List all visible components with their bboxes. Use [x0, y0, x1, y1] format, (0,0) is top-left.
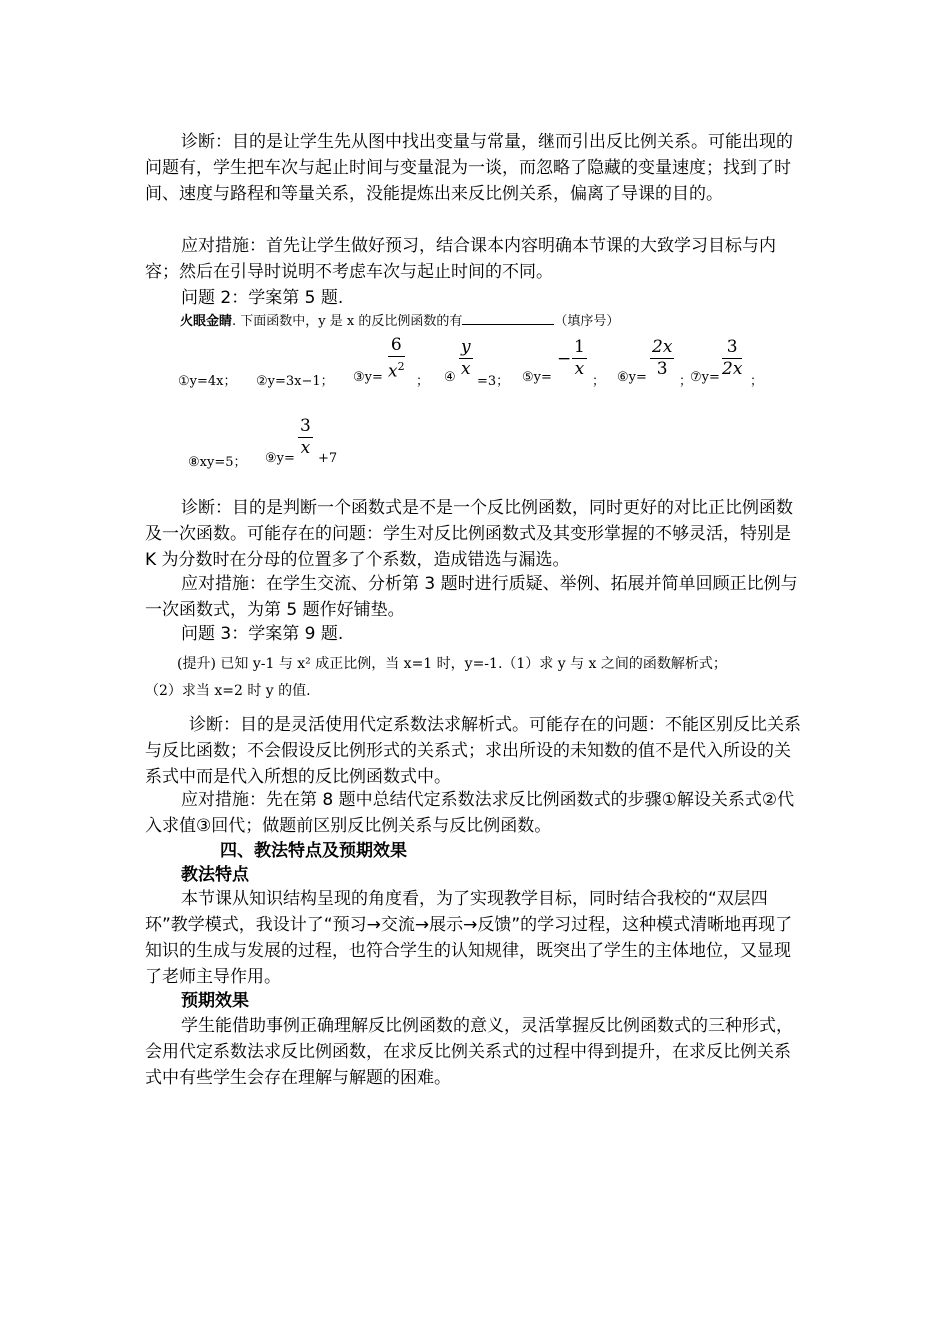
diagnosis-paragraph-3: 诊断：目的是灵活使用代定系数法求解析式。可能存在的问题：不能区别反比关系与反比函数；不会假设反比例形式的关系式；求出所设的未知数的值不是代入所设的关系式中而是代入所想的反比例函数式中。	[145, 715, 801, 787]
teaching-features-paragraph: 本节课从知识结构呈现的角度看，为了实现教学目标，同时结合我校的“双层四环”教学模式，我设计了“预习→交流→展示→反馈”的学习过程，这种模式清晰地再现了知识的生成与发展的过程，也符合学生的认知规律，既突出了学生的主体地位，又显现了老师主导作用。	[145, 889, 793, 987]
measures-paragraph-3: 应对措施：先在第 8 题中总结代定系数法求反比例函数式的步骤①解设关系式②代入求值③回代；做题前区别反比例关系与反比例函数。	[145, 790, 795, 836]
measures-paragraph-2: 应对措施：在学生交流、分析第 3 题时进行质疑、举例、拓展并简单回顾正比例与一次函数式，为第 5 题作好铺垫。	[145, 574, 798, 620]
option-7-prefix: ⑦y=	[690, 370, 720, 385]
option-5-suffix: ；	[592, 374, 606, 389]
question-3-line-1: (提升) 已知 y-1 与 x² 成正比例，当 x=1 时，y=-1.（1）求 y 与 x 之间的函数解析式；	[177, 656, 727, 672]
option-5-prefix: ⑤y=	[522, 370, 552, 385]
option-7-suffix: ；	[750, 374, 764, 389]
answer-blank	[462, 312, 554, 325]
option-4-prefix: ④	[444, 370, 456, 385]
exercise-label: 火眼金睛	[180, 314, 233, 329]
question-2-title: 问题 2：学案第 5 题.	[181, 288, 344, 308]
option-2: ②y=3x−1；	[256, 374, 334, 389]
heading-expected-results: 预期效果	[181, 991, 249, 1011]
diagnosis-paragraph-1: 诊断：目的是让学生先从图中找出变量与常量，继而引出反比例关系。可能出现的问题有，学生把车次与起止时间与变量混为一谈，而忽略了隐藏的变量速度；找到了时间、速度与路程和等量关系，没能提炼出来反比例关系，偏离了导课的目的。	[145, 132, 793, 204]
option-3-fraction: $\frac{6}{x^2}$	[388, 335, 405, 382]
option-6-prefix: ⑥y=	[617, 370, 647, 385]
option-9-prefix: ⑨y=	[265, 451, 295, 466]
option-8: ⑧xy=5；	[188, 455, 247, 470]
option-5-sign: −	[557, 349, 572, 369]
option-6-suffix: ；	[679, 374, 693, 389]
option-3-suffix: ；	[416, 374, 430, 389]
exercise-prompt	[180, 310, 619, 329]
measures-paragraph-1: 应对措施：首先让学生做好预习，结合课本内容明确本节课的大致学习目标与内容；然后在引导时说明不考虑车次与起止时间的不同。	[145, 236, 776, 282]
option-3-prefix: ③y=	[353, 370, 383, 385]
exercise-hint: （填序号）	[554, 314, 620, 329]
option-7-fraction: $\frac{3}{2x}$	[722, 337, 743, 379]
question-3-line-2: （2）求当 x=2 时 y 的值.	[145, 683, 311, 699]
option-9-fraction: $\frac{3}{x}$	[300, 416, 311, 458]
section-heading-4: 四、教法特点及预期效果	[220, 841, 407, 861]
option-6-fraction: $\frac{2x}{3}$	[652, 337, 673, 379]
option-4-suffix: =3；	[477, 374, 510, 389]
option-4-fraction: $\frac{y}{x}$	[461, 337, 471, 379]
option-5-fraction: $\frac{1}{x}$	[574, 337, 585, 379]
option-1: ①y=4x；	[178, 374, 237, 389]
question-3-title: 问题 3：学案第 9 题.	[181, 624, 344, 644]
diagnosis-paragraph-2: 诊断：目的是判断一个函数式是不是一个反比例函数，同时更好的对比正比例函数及一次函数。可能存在的问题：学生对反比例函数式及其变形掌握的不够灵活，特别是 K 为分数时在分母的位置多了个系数，造成错选与漏选。	[145, 498, 793, 570]
option-9-suffix: +7	[318, 451, 338, 466]
expected-results-paragraph: 学生能借助事例正确理解反比例函数的意义，灵活掌握反比例函数式的三种形式，会用代定系数法求反比例函数，在求反比例关系式的过程中得到提升，在求反比例关系式中有些学生会存在理解与解题的困难。	[145, 1016, 793, 1088]
heading-teaching-features: 教法特点	[181, 865, 249, 885]
exercise-prompt-text: . 下面函数中，y 是 x 的反比例函数的有	[232, 314, 463, 329]
